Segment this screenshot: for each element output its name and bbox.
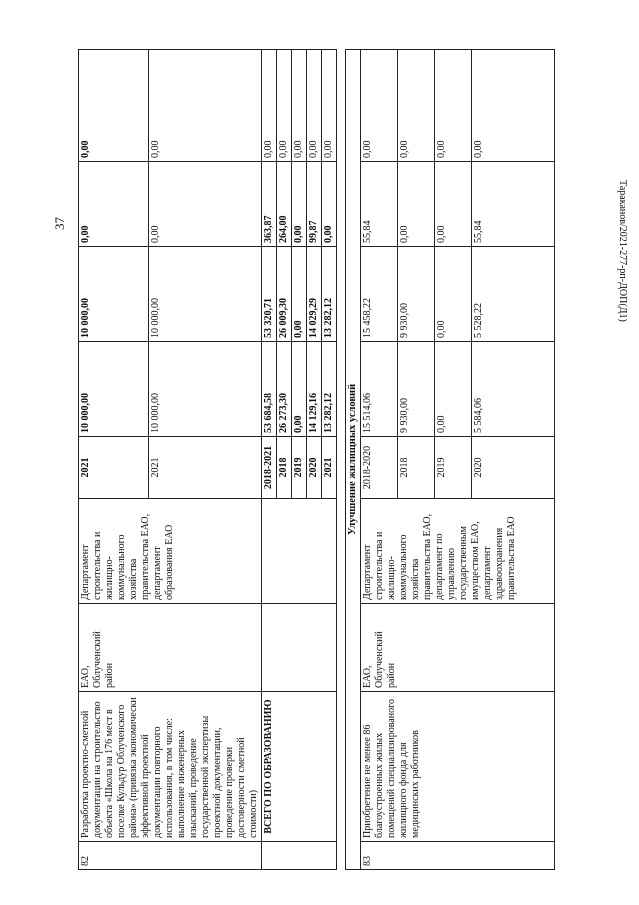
row-v2: 55,84	[361, 162, 398, 247]
totals-v2: 0,00	[322, 162, 337, 247]
row-v1: 9 930,00	[398, 247, 435, 342]
row-year: 2020	[472, 437, 555, 499]
totals-v2: 264,00	[277, 162, 292, 247]
totals-year: 2019	[292, 437, 307, 499]
row-year: 2021	[149, 437, 262, 499]
row-v3: 0,00	[398, 50, 435, 162]
totals-v1: 26 009,30	[277, 247, 292, 342]
row-total: 5 584,06	[472, 342, 555, 437]
totals-row	[262, 50, 277, 870]
row-total: 10 000,00	[79, 342, 149, 437]
row-number: 82	[79, 842, 262, 870]
totals-total: 0,00	[292, 342, 307, 437]
row-year: 2021	[79, 437, 149, 499]
row-v3: 0,00	[79, 50, 149, 162]
totals-v3: 0,00	[277, 50, 292, 162]
row-year: 2019	[435, 437, 472, 499]
totals-v1: 53 320,71	[262, 247, 277, 342]
row-place: ЕАО, Облученский район	[361, 604, 555, 692]
footer-text: Тараканов/2021-277-рп-ДОП(Д1)	[617, 180, 628, 322]
row-v1: 10 000,00	[79, 247, 149, 342]
totals-total: 53 684,58	[262, 342, 277, 437]
row-v1: 5 528,22	[472, 247, 555, 342]
page-number: 37	[52, 217, 67, 230]
totals-v3: 0,00	[322, 50, 337, 162]
row-v3: 0,00	[472, 50, 555, 162]
row-executor: Департамент строительства и жилищно-коммунального хозяйства правительства ЕАО, департамент образования ЕАО	[79, 499, 262, 604]
totals-v3: 0,00	[262, 50, 277, 162]
totals-label: ВСЕГО ПО ОБРАЗОВАНИЮ	[262, 692, 337, 842]
rotated-table-sheet	[78, 50, 517, 870]
table-row	[361, 50, 398, 870]
totals-v2: 0,00	[292, 162, 307, 247]
row-v2: 55,84	[472, 162, 555, 247]
row-v3: 0,00	[435, 50, 472, 162]
totals-v1: 13 282,12	[322, 247, 337, 342]
table-row	[79, 50, 149, 870]
totals-v3: 0,00	[292, 50, 307, 162]
row-v1: 10 000,00	[149, 247, 262, 342]
row-v1: 15 458,22	[361, 247, 398, 342]
row-name: Разработка проектно-сметной документации на строительство объекта «Школа на 176 мест в поселке Кульдур Облученского района» (привязка экономически эффективной проектной документации повторного использования, в том числе: выполнение инженерных изысканий, проведение государственной экспертизы проектной документации, проведение проверки достоверности сметной стоимости)	[79, 692, 262, 842]
row-year: 2018-2020	[361, 437, 398, 499]
row-v3: 0,00	[149, 50, 262, 162]
totals-v3: 0,00	[307, 50, 322, 162]
totals-total: 13 282,12	[322, 342, 337, 437]
row-v3: 0,00	[361, 50, 398, 162]
totals-v1: 0,00	[292, 247, 307, 342]
row-name: Приобретение не менее 86 благоустроенных жилых помещений специализированого жилищного фонда для медицинских работников	[361, 692, 555, 842]
totals-year: 2018	[277, 437, 292, 499]
row-year: 2018	[398, 437, 435, 499]
row-number: 83	[361, 842, 555, 870]
row-total: 15 514,06	[361, 342, 398, 437]
section-header-row	[346, 50, 361, 870]
section-title: Улучшение жилищных условий	[346, 50, 361, 870]
budget-table	[78, 49, 555, 870]
totals-total: 26 273,30	[277, 342, 292, 437]
totals-v1: 14 029,29	[307, 247, 322, 342]
row-total: 10 000,00	[149, 342, 262, 437]
row-total: 9 930,00	[398, 342, 435, 437]
row-executor: Департамент строительства и жилищно-коммунального хозяйства правительства ЕАО, департамент по управлению государственным имуществом ЕАО, департамент здравоохранения правительства ЕАО	[361, 499, 555, 604]
totals-v2: 99,87	[307, 162, 322, 247]
row-v1: 0,00	[435, 247, 472, 342]
row-v2: 0,00	[398, 162, 435, 247]
row-v2: 0,00	[435, 162, 472, 247]
totals-year: 2021	[322, 437, 337, 499]
row-v2: 0,00	[79, 162, 149, 247]
totals-year: 2020	[307, 437, 322, 499]
totals-total: 14 129,16	[307, 342, 322, 437]
row-v2: 0,00	[149, 162, 262, 247]
totals-v2: 363,87	[262, 162, 277, 247]
row-total: 0,00	[435, 342, 472, 437]
totals-year: 2018-2021	[262, 437, 277, 499]
row-place: ЕАО, Облученский район	[79, 604, 262, 692]
